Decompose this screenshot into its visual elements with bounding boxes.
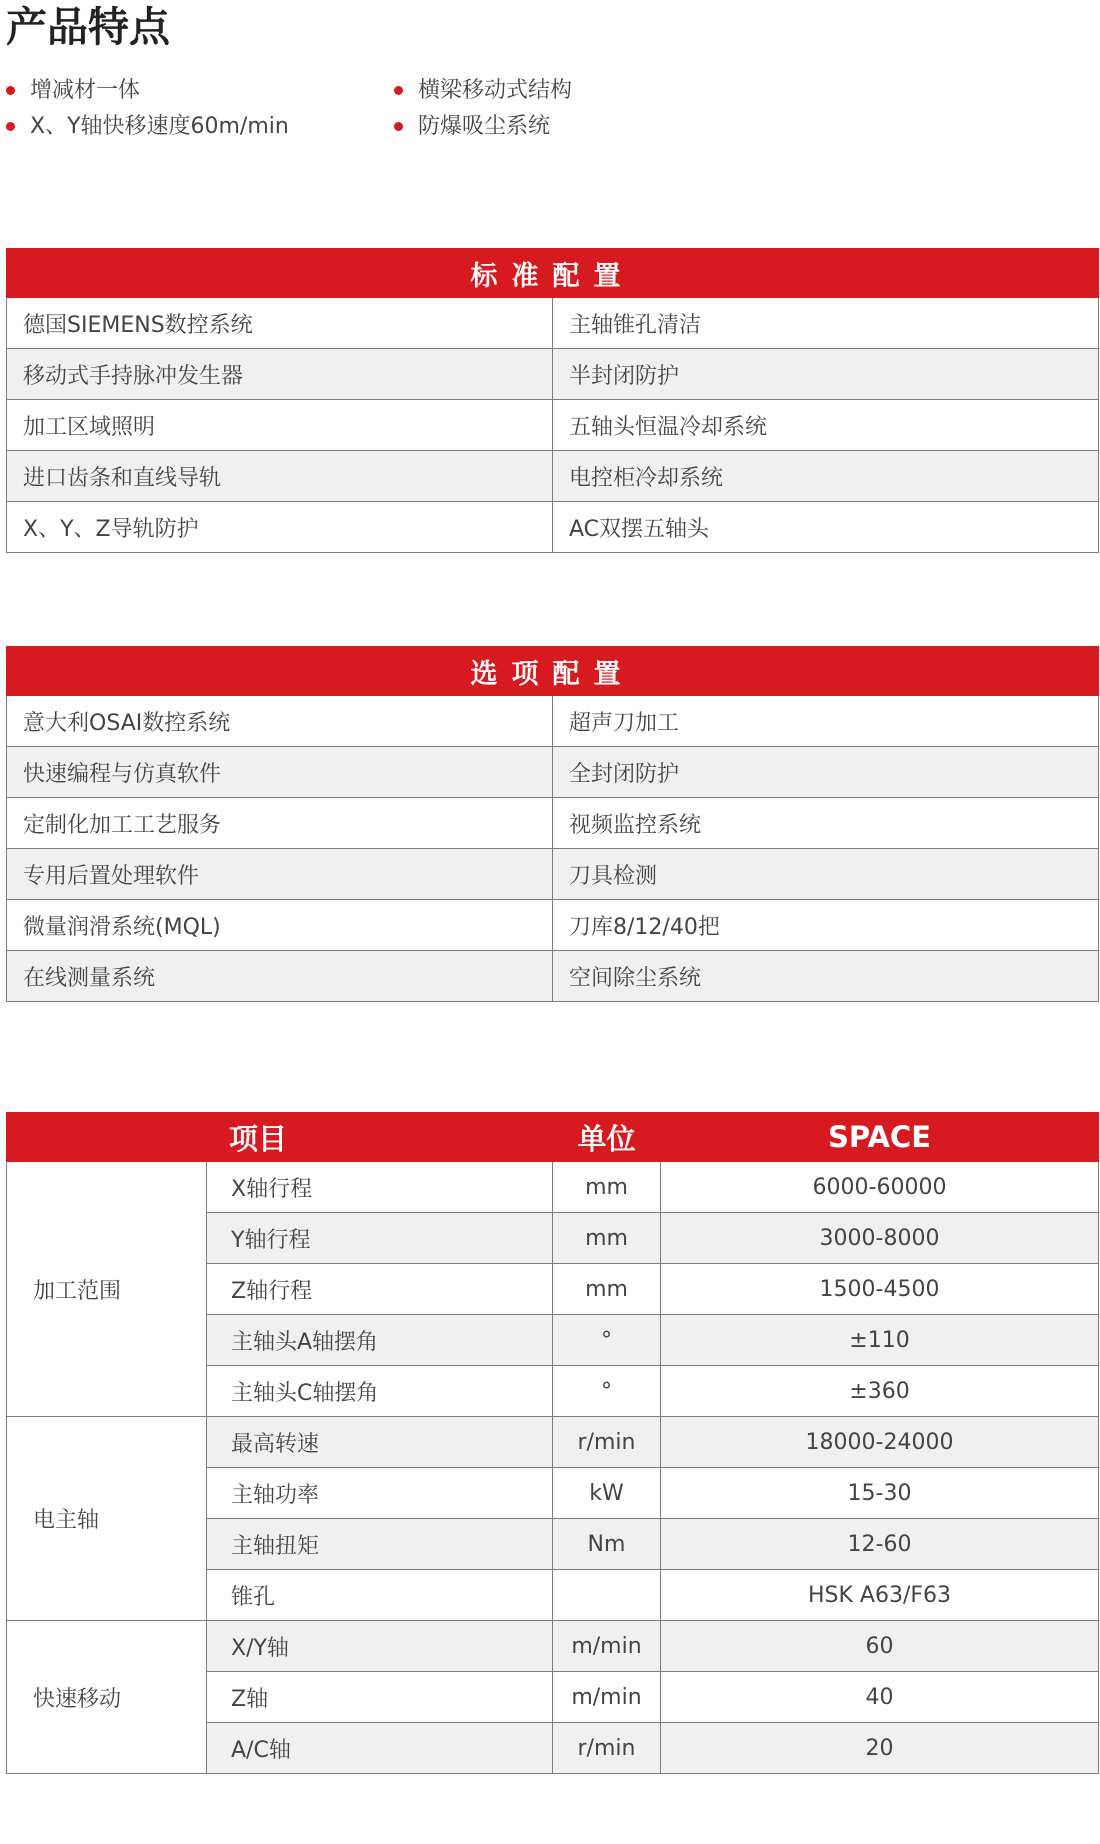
table-cell: 电控柜冷却系统 (553, 451, 1099, 502)
feature-item (6, 112, 289, 142)
table-cell: 全封闭防护 (553, 747, 1099, 798)
spec-unit: ° (553, 1366, 661, 1417)
bullet-dot-icon (6, 122, 15, 131)
table-cell: 微量润滑系统(MQL) (7, 900, 553, 951)
spec-unit: ° (553, 1315, 661, 1366)
table-cell: 专用后置处理软件 (7, 849, 553, 900)
table-row (7, 951, 1099, 1002)
table-cell: 进口齿条和直线导轨 (7, 451, 553, 502)
table-row (7, 349, 1099, 400)
feature-label: 防爆吸尘系统 (418, 114, 551, 139)
table-cell: 空间除尘系统 (553, 951, 1099, 1002)
optional-config-table (6, 646, 1099, 1002)
spec-item: Z轴行程 (207, 1264, 553, 1315)
table-cell: 移动式手持脉冲发生器 (7, 349, 553, 400)
spec-value: 6000-60000 (661, 1162, 1099, 1213)
table-row (7, 298, 1099, 349)
spec-table (6, 1112, 1099, 1774)
table-row (7, 696, 1099, 747)
table-cell: 刀具检测 (553, 849, 1099, 900)
table-cell: 刀库8/12/40把 (553, 900, 1099, 951)
table-cell: 定制化加工工艺服务 (7, 798, 553, 849)
bullet-dot-icon (394, 86, 403, 95)
spec-item: 主轴头A轴摆角 (207, 1315, 553, 1366)
page-title: 产品特点 (6, 3, 170, 51)
spec-value: ±110 (661, 1315, 1099, 1366)
feature-item (394, 76, 572, 106)
bullet-dot-icon (394, 122, 403, 131)
spec-unit: Nm (553, 1519, 661, 1570)
table-cell: 德国SIEMENS数控系统 (7, 298, 553, 349)
feature-item (6, 76, 140, 106)
table-cell: 超声刀加工 (553, 696, 1099, 747)
spec-item: Y轴行程 (207, 1213, 553, 1264)
table-row (7, 1621, 1099, 1672)
feature-list (0, 76, 900, 166)
standard-config-table (6, 248, 1099, 553)
spec-value: 1500-4500 (661, 1264, 1099, 1315)
table-row (7, 502, 1099, 553)
spec-item: A/C轴 (207, 1723, 553, 1774)
spec-unit: r/min (553, 1417, 661, 1468)
spec-item: Z轴 (207, 1672, 553, 1723)
spec-item: 主轴功率 (207, 1468, 553, 1519)
spec-unit: m/min (553, 1621, 661, 1672)
table-row (7, 900, 1099, 951)
table-cell: 在线测量系统 (7, 951, 553, 1002)
table-cell: X、Y、Z导轨防护 (7, 502, 553, 553)
table-row (7, 849, 1099, 900)
spec-unit: mm (553, 1162, 661, 1213)
table-row (7, 400, 1099, 451)
table-cell: 视频监控系统 (553, 798, 1099, 849)
table-cell: 半封闭防护 (553, 349, 1099, 400)
table-row (7, 1417, 1099, 1468)
table-cell: 主轴锥孔清洁 (553, 298, 1099, 349)
spec-value: 3000-8000 (661, 1213, 1099, 1264)
spec-item: 锥孔 (207, 1570, 553, 1621)
spec-header-item: 项目 (207, 1113, 553, 1162)
spec-value: 60 (661, 1621, 1099, 1672)
spec-value: 15-30 (661, 1468, 1099, 1519)
spec-item: X/Y轴 (207, 1621, 553, 1672)
spec-unit: r/min (553, 1723, 661, 1774)
optional-config-title: 选项配置 (7, 647, 1099, 696)
spec-value: 18000-24000 (661, 1417, 1099, 1468)
spec-group-label: 快速移动 (7, 1621, 207, 1774)
feature-label: 增减材一体 (30, 78, 141, 103)
table-row (7, 747, 1099, 798)
feature-label: 横梁移动式结构 (418, 78, 573, 103)
spec-unit: mm (553, 1213, 661, 1264)
spec-unit: kW (553, 1468, 661, 1519)
standard-config-title: 标准配置 (7, 249, 1099, 298)
spec-unit: mm (553, 1264, 661, 1315)
spec-value: ±360 (661, 1366, 1099, 1417)
table-cell: 快速编程与仿真软件 (7, 747, 553, 798)
spec-header-unit: 单位 (553, 1113, 661, 1162)
spec-group-label: 电主轴 (7, 1417, 207, 1621)
spec-value: 20 (661, 1723, 1099, 1774)
table-cell: AC双摆五轴头 (553, 502, 1099, 553)
bullet-dot-icon (6, 86, 15, 95)
table-cell: 意大利OSAI数控系统 (7, 696, 553, 747)
spec-value: HSK A63/F63 (661, 1570, 1099, 1621)
spec-header-value: SPACE (661, 1113, 1099, 1162)
spec-unit: m/min (553, 1672, 661, 1723)
spec-unit (553, 1570, 661, 1621)
feature-label: X、Y轴快移速度60m/min (30, 114, 289, 139)
spec-item: X轴行程 (207, 1162, 553, 1213)
table-row (7, 451, 1099, 502)
table-row (7, 1162, 1099, 1213)
spec-value: 40 (661, 1672, 1099, 1723)
table-cell: 加工区域照明 (7, 400, 553, 451)
table-row (7, 798, 1099, 849)
spec-header-blank (7, 1113, 207, 1162)
spec-group-label: 加工范围 (7, 1162, 207, 1417)
spec-item: 主轴头C轴摆角 (207, 1366, 553, 1417)
spec-item: 最高转速 (207, 1417, 553, 1468)
feature-item (394, 112, 550, 142)
spec-value: 12-60 (661, 1519, 1099, 1570)
spec-header-row (7, 1113, 1099, 1162)
table-cell: 五轴头恒温冷却系统 (553, 400, 1099, 451)
spec-item: 主轴扭矩 (207, 1519, 553, 1570)
